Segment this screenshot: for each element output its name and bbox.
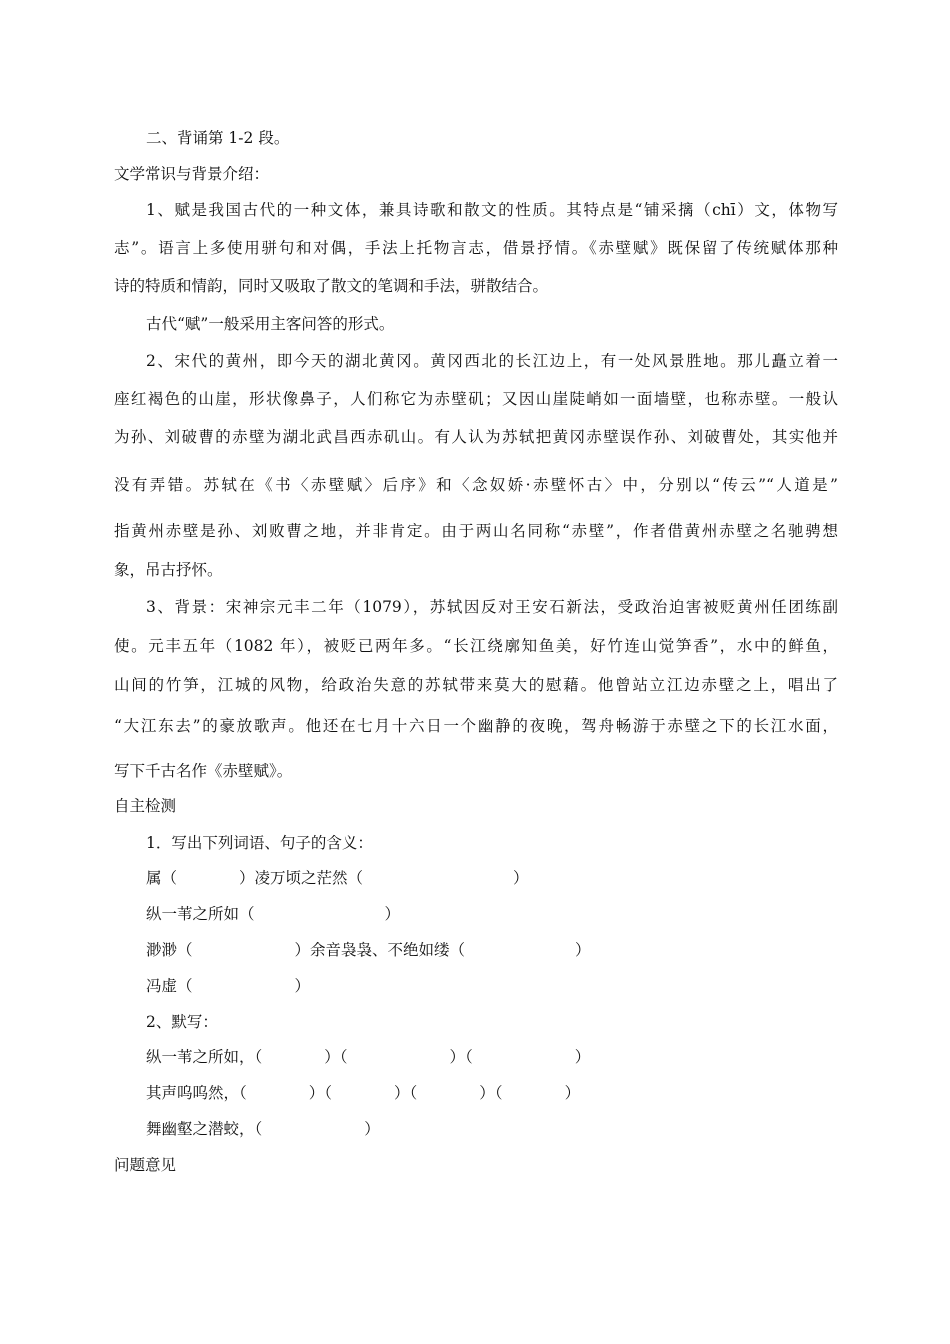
paragraph-3-line-3: 山间的竹笋，江城的风物，给政治失意的苏轼带来莫大的慰藉。他曾站立江边赤壁之上，唱出了 [114, 676, 838, 694]
bracket-close: ） [513, 869, 529, 887]
question-1-row-1 [146, 868, 870, 888]
bracket-close: ） [364, 1120, 380, 1138]
term-zong-yi-wei: 纵一苇之所如（ [146, 905, 255, 923]
paragraph-1-line-2: 志”。语言上多使用骈句和对偶，手法上托物言志，借景抒情。《赤壁赋》既保留了传统赋体那种 [114, 239, 838, 257]
term-yu-yin-niao-niao: ）余音袅袅、不绝如缕（ [294, 941, 466, 959]
section-heading-background: 文学常识与背景介绍： [114, 165, 270, 183]
dictation-row-1 [146, 1047, 870, 1067]
dictation-prompt: 其声呜呜然，（ [146, 1084, 247, 1102]
term-ping-xu: 冯虚（ [146, 977, 193, 995]
paragraph-2-line-4: 没有弄错。苏轼在《书〈赤壁赋〉后序》和〈念奴娇·赤壁怀古〉中，分别以“传云”“人道是” [114, 476, 838, 494]
paragraph-3-line-2: 使。元丰五年（1082 年），被贬已两年多。“长江绕廓知鱼美，好竹连山觉笋香”，水中的鲜鱼， [114, 637, 838, 655]
term-ling-wan-qing: ）凌万顷之茫然（ [239, 869, 364, 887]
dictation-prompt: 舞幽壑之潜蛟，（ [146, 1120, 263, 1138]
paragraph-3-line-1: 3、背景：宋神宗元丰二年（1079），苏轼因反对王安石新法，受政治迫害被贬黄州任团练副 [146, 598, 838, 616]
bracket-close: ） [384, 905, 401, 923]
bracket-pair: ）（ [449, 1048, 473, 1066]
bracket-close: ） [294, 977, 311, 995]
question-1-row-2 [146, 904, 870, 924]
paragraph-1-line-3: 诗的特质和情韵，同时又吸取了散文的笔调和手法，骈散结合。 [114, 277, 549, 295]
dictation-row-3 [146, 1119, 870, 1139]
paragraph-1-line-1: 1、赋是我国古代的一种文体，兼具诗歌和散文的性质。其特点是“铺采摛（chī）文，体物写 [146, 201, 838, 219]
paragraph-2-line-6: 象，吊古抒怀。 [114, 561, 223, 579]
self-check-heading: 自主检测 [114, 797, 177, 815]
paragraph-3-line-4: “大江东去”的豪放歌声。他还在七月十六日一个幽静的夜晚，驾舟畅游于赤壁之下的长江水面， [114, 717, 838, 735]
bracket-close: ） [564, 1084, 581, 1102]
question-1-title: 1．写出下列词语、句子的含义： [146, 834, 373, 852]
bracket-close: ） [575, 941, 591, 959]
paragraph-fu-form: 古代“赋”一般采用主客问答的形式。 [146, 315, 395, 333]
paragraph-2-line-2: 座红褐色的山崖，形状像鼻子，人们称它为赤壁矶；又因山崖陡峭如一面墙壁，也称赤壁。一般认 [114, 390, 838, 408]
paragraph-3-line-5: 写下千古名作《赤壁赋》。 [114, 762, 293, 780]
paragraph-2-line-5: 指黄州赤壁是孙、刘败曹之地，并非肯定。由于两山名同称“赤壁”，作者借黄州赤壁之名驰骋想 [114, 522, 838, 540]
question-1-row-4 [146, 976, 870, 996]
question-2-title: 2、默写： [146, 1013, 218, 1031]
section-heading-recite: 二、背诵第 1-2 段。 [146, 129, 290, 147]
paragraph-2-line-1: 2、宋代的黄州，即今天的湖北黄冈。黄冈西北的长江边上，有一处风景胜地。那儿矗立着一 [146, 352, 838, 370]
bracket-pair: ）（ [308, 1084, 333, 1102]
bracket-close: ） [574, 1048, 591, 1066]
paragraph-2-line-3: 为孙、刘破曹的赤壁为湖北武昌西赤矶山。有人认为苏轼把黄冈赤壁误作孙、刘破曹处，其实他并 [114, 428, 838, 446]
feedback-heading: 问题意见 [114, 1156, 177, 1174]
term-zhu: 属（ [146, 869, 178, 887]
bracket-pair: ）（ [394, 1084, 418, 1102]
bracket-pair: ）（ [324, 1048, 348, 1066]
bracket-pair: ）（ [479, 1084, 503, 1102]
dictation-row-2 [146, 1083, 870, 1103]
term-miao-miao: 渺渺（ [146, 941, 193, 959]
question-1-row-3 [146, 940, 870, 960]
dictation-prompt: 纵一苇之所如，（ [146, 1048, 263, 1066]
